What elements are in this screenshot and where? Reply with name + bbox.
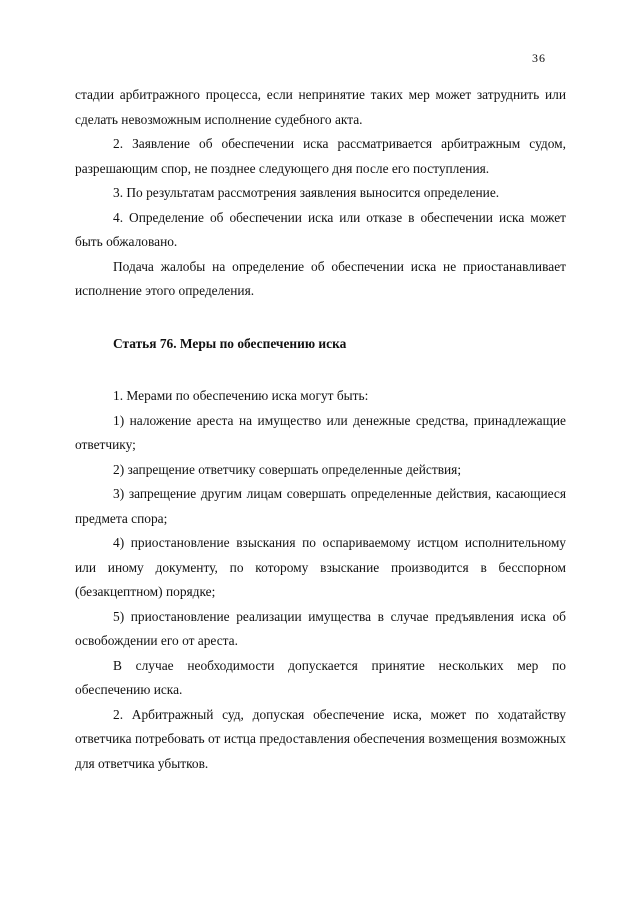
paragraph-multiple-measures: В случае необходимости допускается принятие нескольких мер по обеспечению иска. bbox=[75, 657, 566, 697]
paragraph-item-2: 2. Заявление об обеспечении иска рассматривается арбитражным судом, разрешающим спор, не позднее следующего дня после его поступления. bbox=[75, 136, 566, 176]
paragraph-item-2-security: 2. Арбитражный суд, допуская обеспечение иска, может по ходатайству ответчика потребовать от истца предоставления обеспечения возмещения возможных для ответчика убытков. bbox=[75, 706, 566, 771]
paragraph-item-4: 4. Определение об обеспечении иска или отказе в обеспечении иска может быть обжаловано. bbox=[75, 209, 566, 249]
paragraph-measures-intro: 1. Мерами по обеспечению иска могут быть: bbox=[113, 388, 369, 403]
page-content bbox=[75, 83, 566, 776]
list-item-measure-4: 4) приостановление взыскания по оспариваемому истцом исполнительному или иному документу, по которому взыскание производится в бесспорном (безакцептном) порядке; bbox=[75, 535, 566, 599]
paragraph-appeal-note: Подача жалобы на определение об обеспечении иска не приостанавливает исполнение этого определения. bbox=[75, 258, 566, 298]
page-number: 36 bbox=[532, 51, 546, 65]
list-item-measure-5: 5) приостановление реализации имущества в случае предъявления иска об освобождении его от ареста. bbox=[75, 608, 566, 648]
list-item-measure-3: 3) запрещение другим лицам совершать определенные действия, касающиеся предмета спора; bbox=[75, 486, 566, 526]
list-item-measure-1: 1) наложение ареста на имущество или денежные средства, принадлежащие ответчику; bbox=[75, 412, 566, 452]
paragraph-continuation: стадии арбитражного процесса, если непринятие таких мер может затруднить или сделать невозможным исполнение судебного акта. bbox=[75, 87, 566, 127]
article-heading: Статья 76. Меры по обеспечению иска bbox=[113, 335, 347, 351]
list-item-measure-2: 2) запрещение ответчику совершать определенные действия; bbox=[113, 461, 462, 477]
paragraph-item-3: 3. По результатам рассмотрения заявления выносится определение. bbox=[113, 185, 500, 200]
